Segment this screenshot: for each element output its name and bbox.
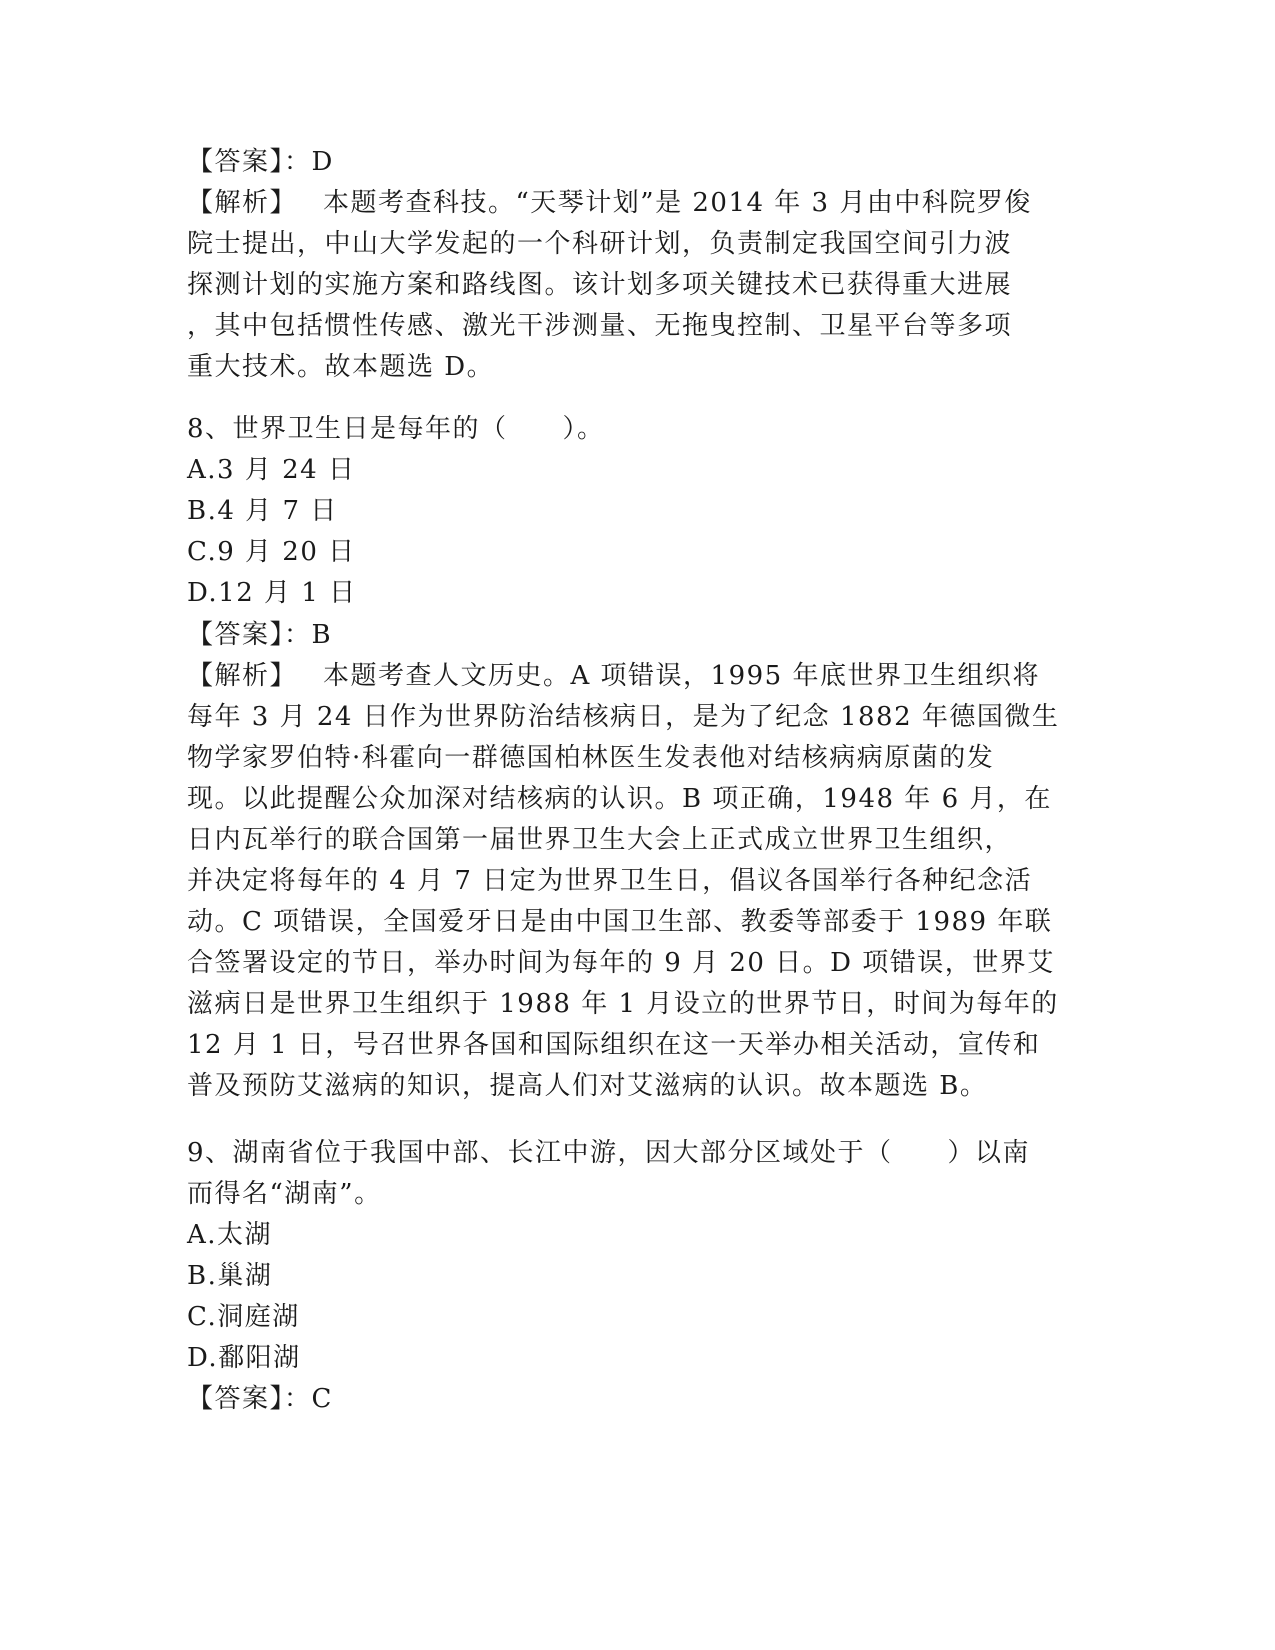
q9-option-d: D.鄱阳湖 — [187, 1343, 301, 1373]
q8-analysis-text-1: 本题考查人文历史。A 项错误，1995 年底世界卫生组织将 — [323, 661, 1040, 691]
q8-answer-value: B — [311, 620, 333, 650]
q8-answer-label: 【答案】 — [187, 620, 285, 650]
q8-analysis-line-8: 合签署设定的节日，举办时间为每年的 9 月 20 日。D 项错误，世界艾 — [187, 948, 1055, 978]
q8-analysis-line-4: 现。以此提醒公众加深对结核病的认识。B 项正确，1948 年 6 月，在 — [187, 784, 1052, 814]
q8-option-b: B.4 月 7 日 — [187, 496, 338, 526]
q7-analysis-line-3: 探测计划的实施方案和路线图。该计划多项关键技术已获得重大进展 — [187, 270, 1013, 300]
q7-answer-value: D — [311, 147, 334, 177]
q8-analysis-line-11: 普及预防艾滋病的知识，提高人们对艾滋病的认识。故本题选 B。 — [187, 1071, 988, 1101]
q7-answer — [187, 142, 1087, 182]
q8-option-a: A.3 月 24 日 — [187, 455, 356, 485]
q8-analysis-line-3: 物学家罗伯特·科霍向一群德国柏林医生发表他对结核病病原菌的发 — [187, 743, 995, 773]
q7-analysis-label: 【解析】 — [187, 188, 298, 218]
q8-analysis-line-7: 动。C 项错误，全国爱牙日是由中国卫生部、教委等部委于 1989 年联 — [187, 907, 1053, 937]
q7-analysis-line-4: ，其中包括惯性传感、激光干涉测量、无拖曳控制、卫星平台等多项 — [187, 311, 1013, 341]
q7-analysis-line-5: 重大技术。故本题选 D。 — [187, 352, 495, 382]
q8-question: 8、世界卫生日是每年的（ ）。 — [187, 414, 605, 444]
q8-answer — [187, 615, 1087, 655]
q8-analysis-line-9: 滋病日是世界卫生组织于 1988 年 1 月设立的世界节日，时间为每年的 — [187, 989, 1059, 1019]
q7-answer-sep: ： — [284, 147, 312, 177]
q9-answer-value: C — [311, 1384, 333, 1414]
q8-answer-sep: ： — [284, 620, 312, 650]
q9-answer — [187, 1379, 1087, 1419]
q8-analysis-label: 【解析】 — [187, 661, 298, 691]
q8-analysis-line-5: 日内瓦举行的联合国第一届世界卫生大会上正式成立世界卫生组织， — [187, 825, 1013, 855]
q9-option-a: A.太湖 — [187, 1220, 273, 1250]
q7-analysis-text-1: 本题考查科技。“天琴计划”是 2014 年 3 月由中科院罗俊 — [323, 188, 1032, 218]
q9-question-line-2: 而得名“湖南”。 — [187, 1179, 382, 1209]
q7-answer-label: 【答案】 — [187, 147, 285, 177]
q8-analysis-line-10: 12 月 1 日，号召世界各国和国际组织在这一天举办相关活动，宣传和 — [187, 1030, 1041, 1060]
q8-analysis-line-6: 并决定将每年的 4 月 7 日定为世界卫生日，倡议各国举行各种纪念活 — [187, 866, 1033, 896]
q9-question-line-1: 9、湖南省位于我国中部、长江中游，因大部分区域处于（ ）以南 — [187, 1138, 1031, 1168]
q8-analysis-line-2: 每年 3 月 24 日作为世界防治结核病日，是为了纪念 1882 年德国微生 — [187, 702, 1060, 732]
q9-option-c: C.洞庭湖 — [187, 1302, 300, 1332]
q8-analysis-line-1 — [187, 656, 1087, 696]
q8-option-c: C.9 月 20 日 — [187, 537, 356, 567]
q8-option-d: D.12 月 1 日 — [187, 578, 357, 608]
q9-answer-label: 【答案】 — [187, 1384, 285, 1414]
q9-answer-sep: ： — [284, 1384, 312, 1414]
q7-analysis-line-1 — [187, 183, 1087, 223]
q7-analysis-line-2: 院士提出，中山大学发起的一个科研计划，负责制定我国空间引力波 — [187, 229, 1013, 259]
q9-option-b: B.巢湖 — [187, 1261, 273, 1291]
